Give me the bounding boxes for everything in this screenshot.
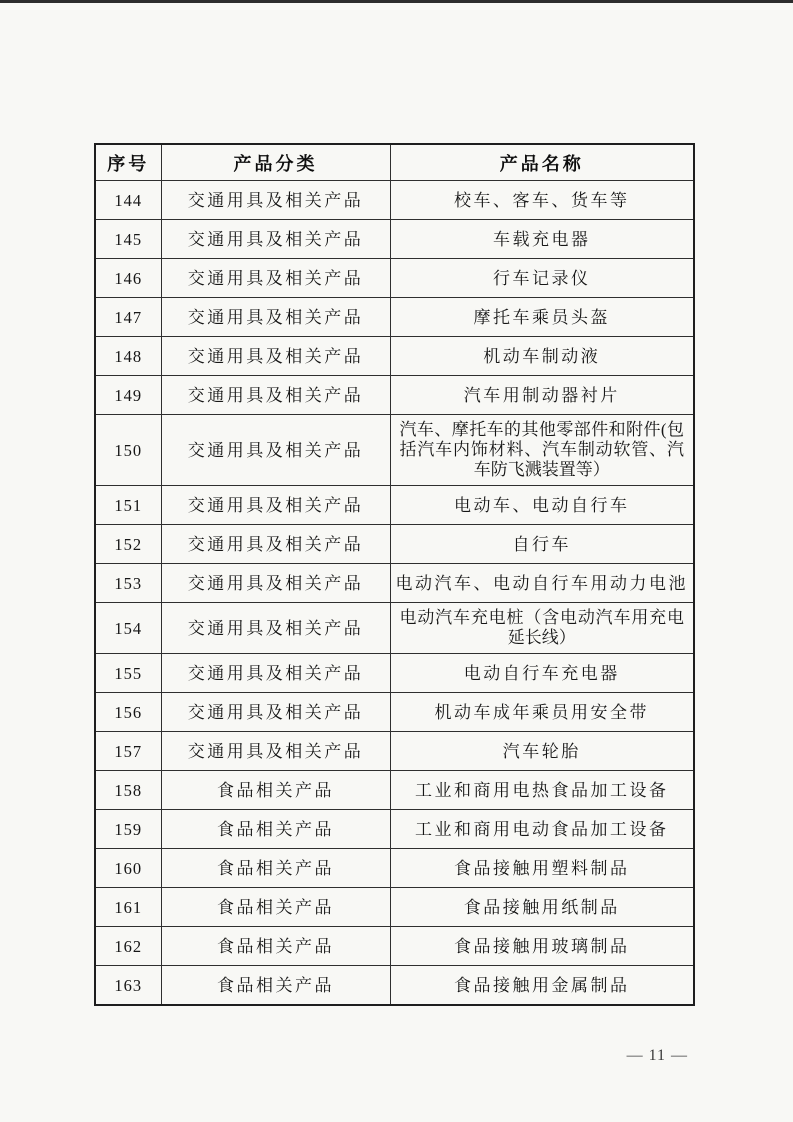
table-row	[95, 732, 694, 771]
product-table	[94, 143, 695, 1006]
column-header-index: 序号	[95, 144, 161, 181]
column-header-category: 产品分类	[161, 144, 390, 181]
row-index-cell: 159	[95, 810, 161, 849]
row-category-cell: 食品相关产品	[161, 849, 390, 888]
row-category-cell: 交通用具及相关产品	[161, 654, 390, 693]
row-category-cell: 食品相关产品	[161, 888, 390, 927]
row-index-cell: 158	[95, 771, 161, 810]
table-row	[95, 654, 694, 693]
page-number: — 11 —	[626, 1047, 688, 1064]
table-row	[95, 181, 694, 220]
row-category-cell: 交通用具及相关产品	[161, 220, 390, 259]
row-index-cell: 153	[95, 564, 161, 603]
table-body	[95, 181, 694, 1006]
row-category-cell: 食品相关产品	[161, 966, 390, 1006]
table-row	[95, 849, 694, 888]
table-row	[95, 810, 694, 849]
row-product-name-cell: 食品接触用金属制品	[390, 966, 694, 1006]
table-row	[95, 564, 694, 603]
row-product-name-cell: 机动车成年乘员用安全带	[390, 693, 694, 732]
row-index-cell: 163	[95, 966, 161, 1006]
table-row	[95, 966, 694, 1006]
row-product-name-cell: 食品接触用玻璃制品	[390, 927, 694, 966]
table-row	[95, 927, 694, 966]
row-category-cell: 交通用具及相关产品	[161, 337, 390, 376]
row-category-cell: 交通用具及相关产品	[161, 525, 390, 564]
table-header-row	[95, 144, 694, 181]
table-row	[95, 415, 694, 486]
row-index-cell: 148	[95, 337, 161, 376]
row-index-cell: 144	[95, 181, 161, 220]
row-product-name-cell: 摩托车乘员头盔	[390, 298, 694, 337]
row-index-cell: 161	[95, 888, 161, 927]
row-product-name-cell: 食品接触用纸制品	[390, 888, 694, 927]
table-row	[95, 486, 694, 525]
row-product-name-cell: 电动汽车、电动自行车用动力电池	[390, 564, 694, 603]
scan-edge-artifact	[0, 0, 793, 3]
row-category-cell: 交通用具及相关产品	[161, 732, 390, 771]
row-category-cell: 交通用具及相关产品	[161, 564, 390, 603]
row-category-cell: 交通用具及相关产品	[161, 486, 390, 525]
row-index-cell: 155	[95, 654, 161, 693]
row-product-name-cell: 电动自行车充电器	[390, 654, 694, 693]
row-product-name-cell: 工业和商用电热食品加工设备	[390, 771, 694, 810]
row-product-name-cell: 电动汽车充电桩（含电动汽车用充电延长线）	[390, 603, 694, 654]
table-row	[95, 525, 694, 564]
row-category-cell: 交通用具及相关产品	[161, 298, 390, 337]
row-product-name-cell: 汽车轮胎	[390, 732, 694, 771]
row-category-cell: 食品相关产品	[161, 810, 390, 849]
row-product-name-cell: 食品接触用塑料制品	[390, 849, 694, 888]
table-row	[95, 693, 694, 732]
row-index-cell: 154	[95, 603, 161, 654]
table-row	[95, 298, 694, 337]
row-index-cell: 151	[95, 486, 161, 525]
row-index-cell: 147	[95, 298, 161, 337]
row-index-cell: 149	[95, 376, 161, 415]
row-product-name-cell: 车载充电器	[390, 220, 694, 259]
row-category-cell: 交通用具及相关产品	[161, 415, 390, 486]
row-product-name-cell: 电动车、电动自行车	[390, 486, 694, 525]
row-product-name-cell: 汽车用制动器衬片	[390, 376, 694, 415]
table-row	[95, 259, 694, 298]
row-category-cell: 交通用具及相关产品	[161, 259, 390, 298]
row-index-cell: 150	[95, 415, 161, 486]
table-row	[95, 771, 694, 810]
row-index-cell: 145	[95, 220, 161, 259]
row-category-cell: 交通用具及相关产品	[161, 693, 390, 732]
row-category-cell: 食品相关产品	[161, 927, 390, 966]
row-product-name-cell: 行车记录仪	[390, 259, 694, 298]
row-category-cell: 交通用具及相关产品	[161, 181, 390, 220]
row-category-cell: 交通用具及相关产品	[161, 376, 390, 415]
table-row	[95, 220, 694, 259]
row-category-cell: 交通用具及相关产品	[161, 603, 390, 654]
table-row	[95, 337, 694, 376]
table-row	[95, 888, 694, 927]
row-category-cell: 食品相关产品	[161, 771, 390, 810]
row-product-name-cell: 校车、客车、货车等	[390, 181, 694, 220]
row-product-name-cell: 工业和商用电动食品加工设备	[390, 810, 694, 849]
row-index-cell: 152	[95, 525, 161, 564]
table-row	[95, 376, 694, 415]
row-product-name-cell: 机动车制动液	[390, 337, 694, 376]
row-index-cell: 156	[95, 693, 161, 732]
row-product-name-cell: 自行车	[390, 525, 694, 564]
row-index-cell: 146	[95, 259, 161, 298]
column-header-product-name: 产品名称	[390, 144, 694, 181]
row-product-name-cell: 汽车、摩托车的其他零部件和附件(包括汽车内饰材料、汽车制动软管、汽车防飞溅装置等）	[390, 415, 694, 486]
row-index-cell: 162	[95, 927, 161, 966]
row-index-cell: 157	[95, 732, 161, 771]
table-row	[95, 603, 694, 654]
row-index-cell: 160	[95, 849, 161, 888]
